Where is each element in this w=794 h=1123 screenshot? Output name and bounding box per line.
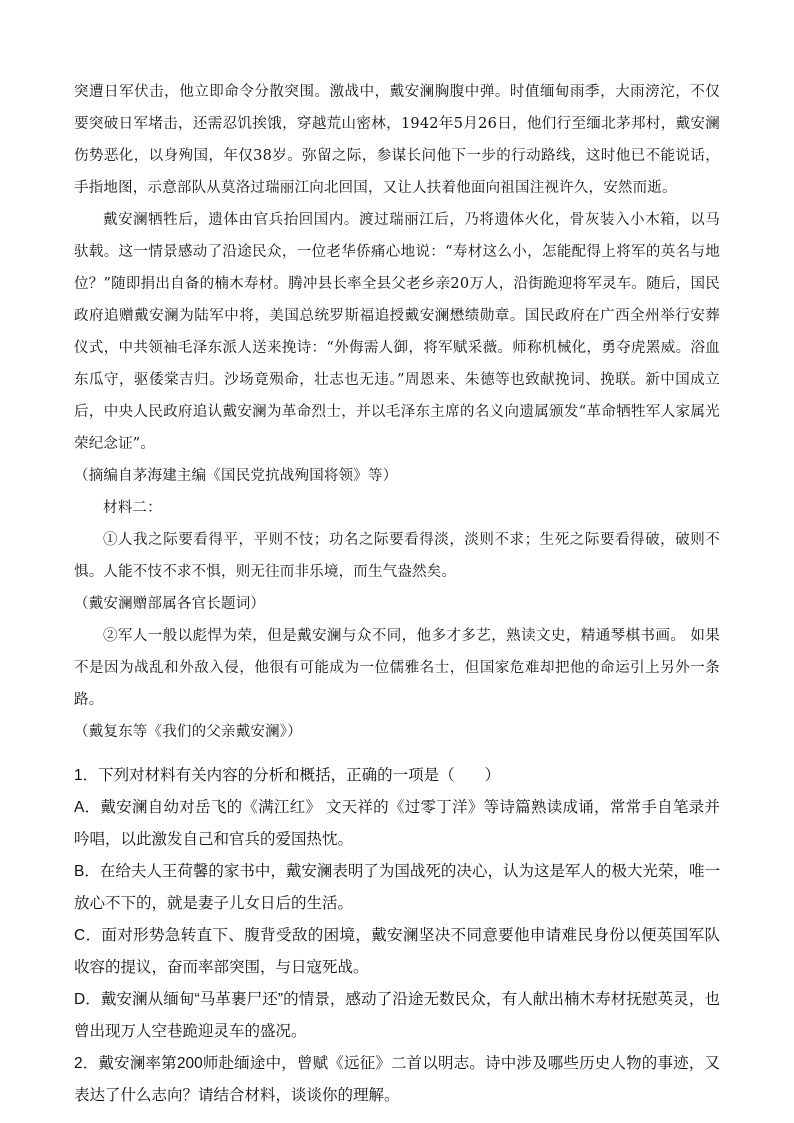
reading-passage [74, 76, 720, 748]
material1-paragraph-2: 戴安澜牺牲后，遗体由官兵抬回国内。渡过瑞丽江后，乃将遗体火化，骨灰装入小木箱，以马驮载。这一情景感动了沿途民众，一位老华侨痛心地说：“寿材这么小，怎能配得上将军的英名与地位？”随即捐出自备的楠木寿材。腾冲县长率全县父老乡亲20万人，沿街跪迎将军灵车。随后，国民政府追赠戴安澜为陆军中将，美国总统罗斯福追授戴安澜懋绩勋章。国民政府在广西全州举行安葬仪式，中共领袖毛泽东派人送来挽诗：“外侮需人御，将军赋采薇。师称机械化，勇夺虎罴威。浴血东瓜守，驱倭棠吉归。沙场竟殒命，壮志也无违。”周恩来、朱德等也致献挽词、挽联。新中国成立后，中央人民政府追认戴安澜为革命烈士，并以毛泽东主席的名义向遗属颁发“革命牺牲军人家属光荣纪念证”。 [74, 212, 720, 452]
questions-section [74, 760, 720, 1112]
option-c: C．面对形势急转直下、腹背受敌的困境，戴安澜坚决不同意要他申请难民身份以便英国军队收容的提议，奋而率部突围，与日寇死战。 [74, 927, 720, 976]
question-1-stem-close: ） [484, 767, 501, 784]
material2-source-1: （戴安澜赠部属各官长题词） [74, 596, 266, 612]
option-b: B．在给夫人王荷馨的家书中，戴安澜表明了为国战死的决心，认为这是军人的极大光荣，唯一放心不下的，就是妻子儿女日后的生活。 [74, 863, 720, 912]
material2-source-2: （戴复东等《我们的父亲戴安澜》） [74, 724, 302, 740]
option-d: D．戴安澜从缅甸“马革裹尸还”的情景，感动了沿途无数民众，有人献出楠木寿材抚慰英灵，也曾出现万人空巷跪迎灵车的盛况。 [74, 991, 720, 1040]
material1-source: （摘编自茅海建主编《国民党抗战殉国将领》等） [74, 468, 398, 484]
material1-paragraph-1: 突遭日军伏击，他立即命令分散突围。激战中，戴安澜胸腹中弹。时值缅甸雨季，大雨滂沱，不仅要突破日军堵击，还需忍饥挨饿，穿越荒山密林，1942年5月26日，他们行至缅北茅邦村，戴安澜伤势恶化，以身殉国，年仅38岁。弥留之际，参谋长问他下一步的行动路线，这时他已不能说话，手指地图，示意部队从莫洛过瑞丽江向北回国，又让人扶着他面向祖国注视许久，安然而逝。 [74, 84, 720, 196]
material2-quote-2: ②军人一般以彪悍为荣，但是戴安澜与众不同，他多才多艺，熟读文史，精通琴棋书画。 如果不是因为战乱和外敌入侵，他很有可能成为一位儒雅名士，但国家危难却把他的命运引上另外一条路。 [74, 628, 720, 708]
material2-quote-1: ①人我之际要看得平，平则不忮；功名之际要看得淡，淡则不求；生死之际要看得破，破则不惧。人能不忮不求不惧，则无往而非乐境，而生气盎然矣。 [74, 532, 720, 580]
question-1-stem-text: 1．下列对材料有关内容的分析和概括，正确的一项是（ [74, 767, 455, 784]
question-1-stem [74, 760, 720, 792]
option-a: A．戴安澜自幼对岳飞的《满江红》 文天祥的《过零丁洋》等诗篇熟读成诵，常常手自笔录并吟唱，以此激发自己和官兵的爱国热忱。 [74, 799, 720, 848]
question-2: 2．戴安澜率第200师赴缅途中，曾赋《远征》二首以明志。诗中涉及哪些历史人物的事迹，又表达了什么志向？请结合材料，谈谈你的理解。 [74, 1055, 721, 1104]
material2-label: 材料二： [103, 500, 162, 516]
